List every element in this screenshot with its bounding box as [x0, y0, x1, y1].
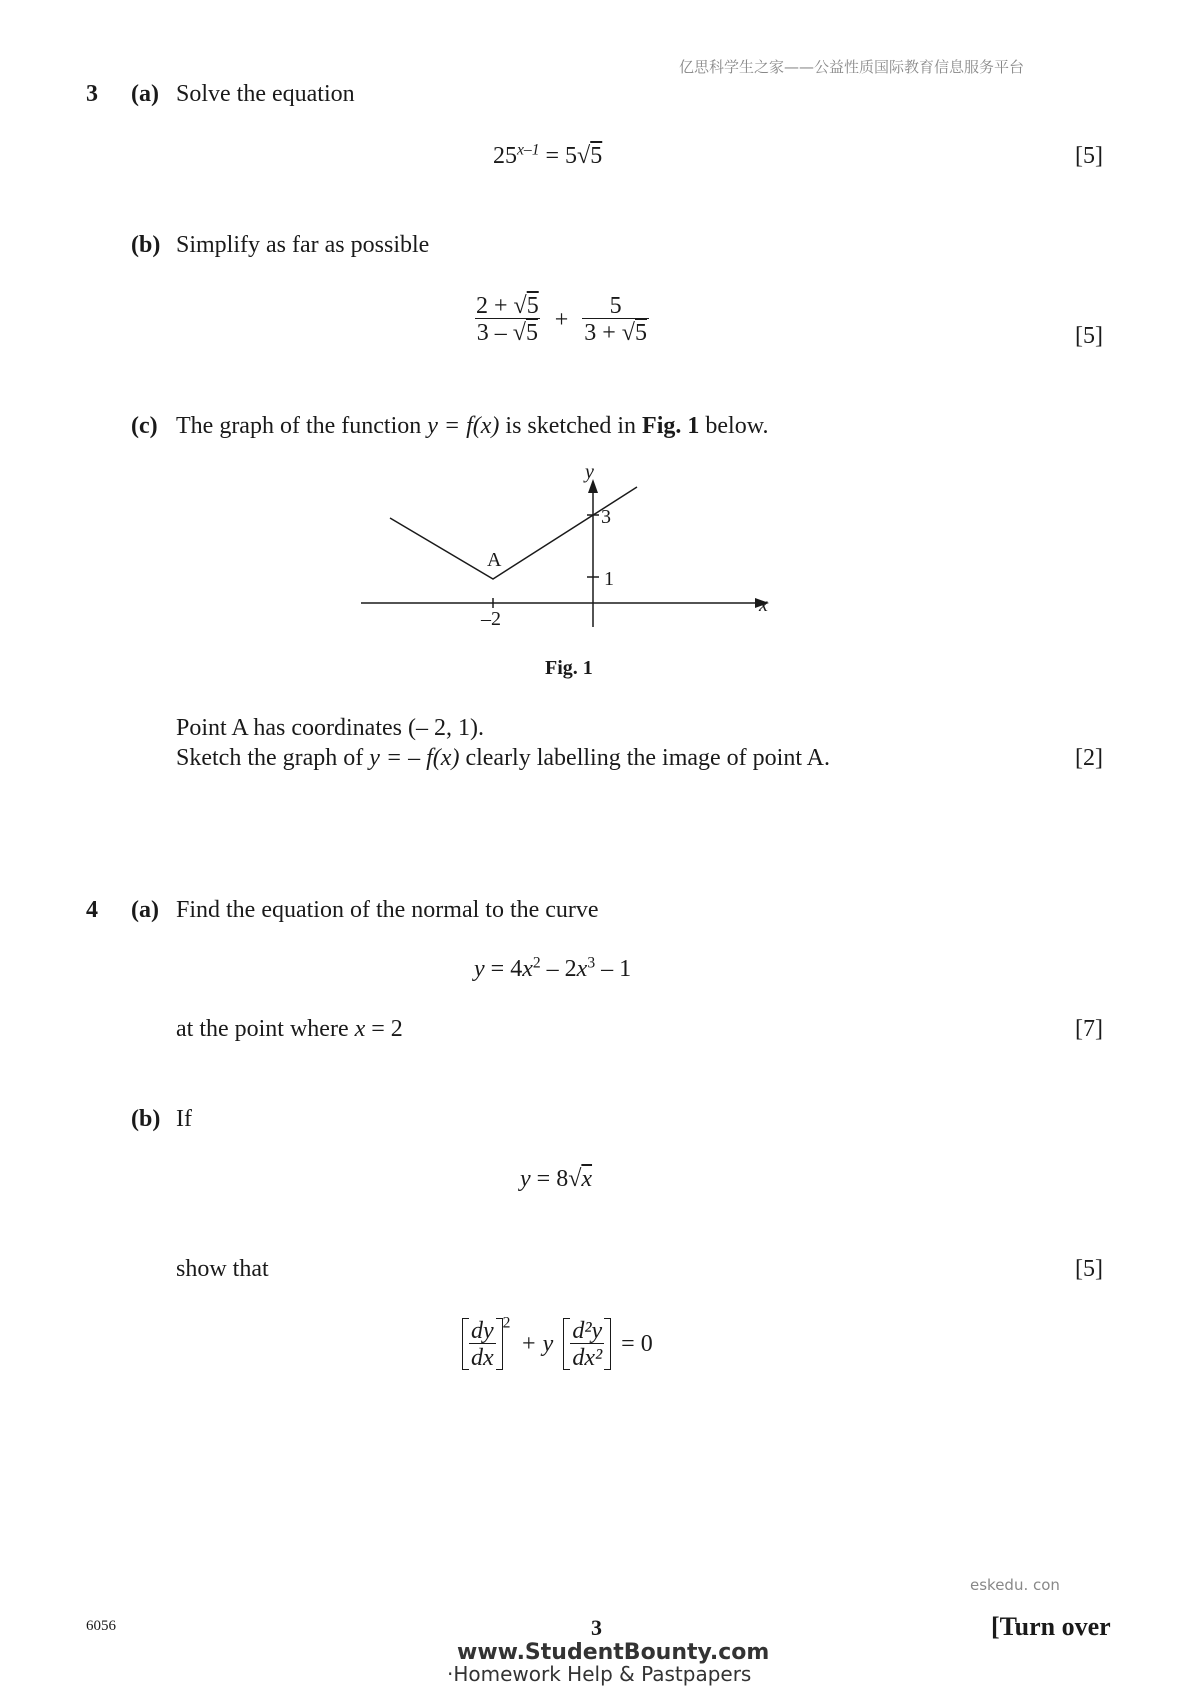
q4a-equation — [474, 954, 632, 982]
exam-code: 6056 — [86, 1618, 116, 1634]
q3b-f2-den-rad: 5 — [634, 320, 647, 346]
turn-over: [Turn over — [991, 1612, 1111, 1641]
q3c-text — [176, 414, 768, 438]
second-derivative-bracket — [563, 1318, 611, 1370]
bracket-right — [496, 1318, 503, 1370]
q3c-text-fig: Fig. 1 — [642, 413, 700, 439]
q3b-label: (b) — [131, 232, 161, 258]
q4b-label: (b) — [131, 1106, 161, 1132]
q3b-expression — [474, 294, 649, 345]
q4a-at-text — [176, 1017, 403, 1041]
q3a-label: (a) — [131, 81, 159, 107]
q4b-mark: [5] — [1075, 1256, 1103, 1282]
tick-y1-label: 1 — [604, 568, 614, 590]
tick-xm2-label: –2 — [481, 608, 501, 630]
q3b-text: Simplify as far as possible — [176, 232, 430, 258]
dx2-denominator: dx² — [572, 1344, 603, 1371]
q3b-f1-num: 2 + √ — [476, 293, 527, 319]
q3c-line2-fn: y = – f(x) — [369, 745, 460, 771]
q3c-label: (c) — [131, 413, 158, 439]
squared-exponent: 2 — [502, 1314, 511, 1332]
q4a-eq-part1: = 4 — [484, 956, 523, 982]
fig1-caption: Fig. 1 — [545, 657, 593, 679]
q4a-at-pre: at the point where — [176, 1016, 349, 1042]
q3b-f2-num: 5 — [609, 293, 622, 319]
q3a-eq-radicand: 5 — [590, 143, 603, 169]
q3b-f1-den: 3 – √ — [476, 320, 526, 346]
q3a-equation — [493, 141, 603, 169]
q4b-text: If — [176, 1106, 192, 1132]
fig1-graph — [355, 465, 775, 635]
q3a-eq-base: 25 — [493, 143, 517, 169]
q3c-line2-pre: Sketch the graph of — [176, 745, 364, 771]
q4b-show-equation — [462, 1314, 653, 1371]
plus-y: + y — [520, 1331, 554, 1357]
q4a-eq-part3: – 1 — [595, 956, 632, 982]
watermark-bottom: eskedu. con — [970, 1576, 1060, 1594]
q4b-show-text: show that — [176, 1256, 269, 1282]
q4a-eq-part2: – 2 — [540, 956, 577, 982]
q3b-f2-den: 3 + √ — [584, 320, 635, 346]
q3b-plus: + — [554, 306, 569, 333]
q3b-fraction-1 — [474, 294, 541, 345]
question-number-4: 4 — [86, 897, 98, 923]
graph-curve — [390, 487, 637, 579]
q4a-at-post: = 2 — [371, 1016, 403, 1042]
d2y-numerator: d²y — [572, 1317, 603, 1344]
tick-y3-label: 3 — [601, 506, 611, 528]
x-axis-label: x — [759, 594, 768, 616]
page-number: 3 — [591, 1615, 602, 1640]
q4a-text: Find the equation of the normal to the curve — [176, 897, 599, 923]
studentbounty-url[interactable]: www.StudentBounty.com — [457, 1640, 770, 1665]
q3b-f1-num-rad: 5 — [526, 293, 539, 319]
q4a-eq-exp1: 2 — [532, 954, 541, 972]
q3a-mark: [5] — [1075, 143, 1103, 169]
q3b-f1-den-rad: 5 — [525, 320, 538, 346]
point-a-label: A — [487, 549, 502, 571]
q4b-eq-y: y — [520, 1166, 531, 1192]
q3c-line1: Point A has coordinates (– 2, 1). — [176, 715, 484, 741]
q4a-eq-x2: x — [576, 956, 588, 982]
q3c-line2 — [176, 746, 830, 770]
q4b-eq-mid: = 8√ — [530, 1166, 582, 1192]
q3c-line2-post: clearly labelling the image of point A. — [465, 745, 830, 771]
q3a-eq-exponent: x–1 — [517, 141, 540, 159]
q3b-fraction-2 — [582, 294, 649, 345]
y-axis-label: y — [585, 465, 594, 483]
q4a-eq-exp2: 3 — [587, 954, 596, 972]
studentbounty-tagline: ·Homework Help & Pastpapers — [447, 1662, 752, 1686]
dy-numerator: dy — [471, 1317, 494, 1344]
bracket-left-2 — [563, 1318, 570, 1370]
bracket-left — [462, 1318, 469, 1370]
q3c-mark: [2] — [1075, 745, 1103, 771]
q3b-mark: [5] — [1075, 323, 1103, 349]
question-number-3: 3 — [86, 81, 98, 107]
equals-zero: = 0 — [621, 1331, 653, 1357]
q4b-eq-radicand: x — [581, 1166, 593, 1192]
q3a-eq-rhs-text: = 5√ — [545, 143, 591, 169]
q4a-label: (a) — [131, 897, 159, 923]
q4a-eq-x1: x — [522, 956, 533, 982]
q4a-eq-y: y — [474, 956, 485, 982]
q4a-mark: [7] — [1075, 1016, 1103, 1042]
first-derivative-bracket — [462, 1318, 503, 1370]
q3c-text-mid: is sketched in — [505, 413, 637, 439]
q4a-at-x: x — [354, 1016, 366, 1042]
dx-denominator: dx — [471, 1344, 494, 1371]
q3c-text-post: below. — [705, 413, 769, 439]
q3a-text: Solve the equation — [176, 81, 355, 107]
watermark-top: 亿思科学生之家——公益性质国际教育信息服务平台 — [679, 58, 1025, 76]
q3c-text-pre: The graph of the function — [176, 413, 422, 439]
q4b-equation — [520, 1167, 592, 1191]
bracket-right-2 — [604, 1318, 611, 1370]
q3c-text-fn: y = f(x) — [427, 413, 500, 439]
